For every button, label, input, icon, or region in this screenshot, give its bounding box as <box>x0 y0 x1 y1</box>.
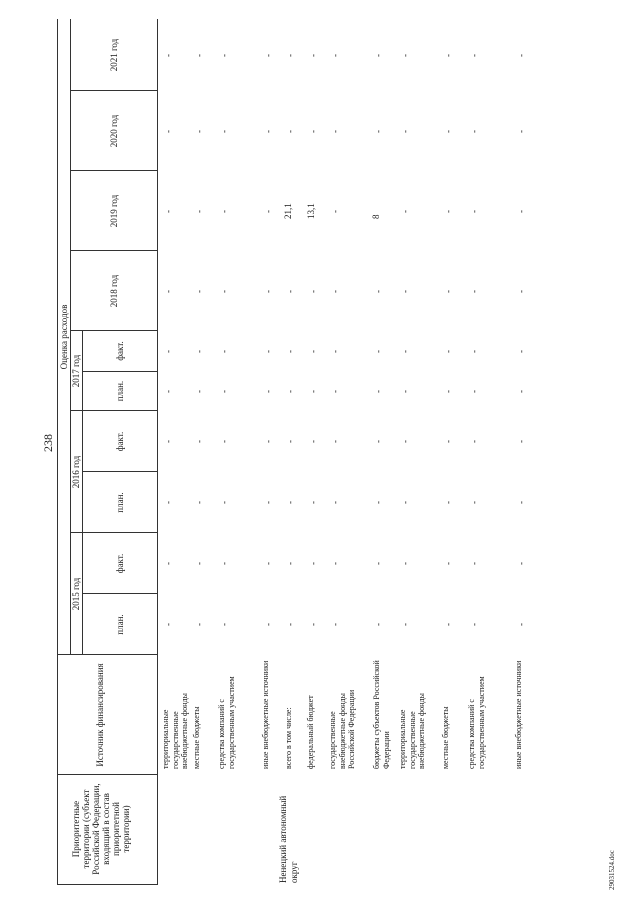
dash-cell: - <box>163 130 173 133</box>
dash-cell: - <box>163 390 173 393</box>
col-2016-right <box>70 410 158 411</box>
dash-cell: - <box>308 54 318 57</box>
dash-cell: - <box>263 54 273 57</box>
plan-2015: план. <box>115 614 125 635</box>
year-2018: 2018 год <box>109 274 119 308</box>
dash-cell: - <box>285 130 295 133</box>
dash-cell: - <box>373 290 383 293</box>
dash-cell: - <box>516 390 526 393</box>
dash-cell: - <box>308 390 318 393</box>
table <box>57 19 572 885</box>
dash-cell: - <box>400 130 410 133</box>
dash-cell: - <box>400 440 410 443</box>
year-2017: 2017 год <box>71 354 81 388</box>
dash-cell: - <box>194 623 204 626</box>
dash-cell: - <box>443 440 453 443</box>
source-cell: средства компаний с государственным участием <box>467 676 486 769</box>
dash-cell: - <box>516 440 526 443</box>
dash-cell: - <box>263 562 273 565</box>
year-line <box>82 331 83 655</box>
dash-cell: - <box>516 623 526 626</box>
dash-cell: - <box>163 290 173 293</box>
dash-cell: - <box>330 130 340 133</box>
dash-cell: - <box>330 440 340 443</box>
dash-cell: - <box>219 390 229 393</box>
value-cell: 13,1 <box>306 203 316 219</box>
dash-cell: - <box>263 440 273 443</box>
dash-cell: - <box>194 210 204 213</box>
dash-cell: - <box>373 350 383 353</box>
dash-cell: - <box>263 623 273 626</box>
dash-cell: - <box>469 290 479 293</box>
col-2015-right <box>70 532 158 533</box>
region-nenets: Ненецкий автономный округ <box>278 795 299 883</box>
year-2020: 2020 год <box>109 114 119 148</box>
dash-cell: - <box>219 623 229 626</box>
dash-cell: - <box>516 501 526 504</box>
dash-cell: - <box>194 501 204 504</box>
dash-cell: - <box>219 562 229 565</box>
value-cell: 21,1 <box>283 203 293 219</box>
dash-cell: - <box>400 290 410 293</box>
dash-cell: - <box>400 54 410 57</box>
dash-cell: - <box>263 501 273 504</box>
territory-divider <box>57 884 157 885</box>
dash-cell: - <box>194 290 204 293</box>
dash-cell: - <box>285 440 295 443</box>
dash-cell: - <box>263 390 273 393</box>
source-cell: территориальные государственные внебюджетные фонды <box>161 693 189 769</box>
top-border <box>57 19 58 885</box>
dash-cell: - <box>400 390 410 393</box>
source-cell: государственные внебюджетные фонды Российской Федерации <box>328 689 356 769</box>
dash-cell: - <box>163 623 173 626</box>
year-2021: 2021 год <box>109 38 119 72</box>
dash-cell: - <box>443 562 453 565</box>
dash-cell: - <box>163 54 173 57</box>
dash-cell: - <box>373 390 383 393</box>
dash-cell: - <box>373 623 383 626</box>
dash-cell: - <box>400 350 410 353</box>
dash-cell: - <box>308 501 318 504</box>
fact-2015: факт. <box>115 553 125 574</box>
dash-cell: - <box>308 350 318 353</box>
source-header: Источник финансирования <box>95 663 105 767</box>
dash-cell: - <box>516 210 526 213</box>
dash-cell: - <box>330 390 340 393</box>
dash-cell: - <box>263 210 273 213</box>
dash-cell: - <box>330 501 340 504</box>
dash-cell: - <box>163 501 173 504</box>
dash-cell: - <box>163 350 173 353</box>
value-cell: 8 <box>371 214 381 219</box>
dash-cell: - <box>373 440 383 443</box>
dash-cell: - <box>308 440 318 443</box>
dash-cell: - <box>400 501 410 504</box>
dash-cell: - <box>443 210 453 213</box>
dash-cell: - <box>219 350 229 353</box>
dash-cell: - <box>163 440 173 443</box>
dash-cell: - <box>516 562 526 565</box>
footer-filename: 29031524.doc <box>608 850 616 890</box>
dash-cell: - <box>285 390 295 393</box>
dash-cell: - <box>194 562 204 565</box>
dash-cell: - <box>469 54 479 57</box>
plan-2016: план. <box>115 492 125 513</box>
territory-right <box>57 774 157 775</box>
dash-cell: - <box>163 210 173 213</box>
dash-cell: - <box>469 440 479 443</box>
dash-cell: - <box>373 130 383 133</box>
plan-2017: план. <box>115 380 125 402</box>
dash-cell: - <box>400 562 410 565</box>
dash-cell: - <box>400 623 410 626</box>
dash-cell: - <box>443 501 453 504</box>
dash-cell: - <box>330 210 340 213</box>
source-cell: федеральный бюджет <box>306 695 315 769</box>
dash-cell: - <box>285 501 295 504</box>
dash-cell: - <box>263 290 273 293</box>
dash-cell: - <box>469 390 479 393</box>
dash-cell: - <box>330 350 340 353</box>
dash-cell: - <box>219 501 229 504</box>
dash-cell: - <box>285 350 295 353</box>
dash-cell: - <box>219 290 229 293</box>
dash-cell: - <box>263 130 273 133</box>
dash-cell: - <box>469 562 479 565</box>
dash-cell: - <box>516 350 526 353</box>
year-2019: 2019 год <box>109 194 119 228</box>
dash-cell: - <box>219 440 229 443</box>
source-cell: всего в том числе: <box>284 707 293 769</box>
dash-cell: - <box>285 562 295 565</box>
dash-cell: - <box>330 54 340 57</box>
dash-cell: - <box>330 290 340 293</box>
dash-cell: - <box>219 54 229 57</box>
dash-cell: - <box>516 54 526 57</box>
dash-cell: - <box>219 130 229 133</box>
fact-2017: факт. <box>115 341 125 361</box>
dash-cell: - <box>469 210 479 213</box>
fact-2016: факт. <box>115 431 125 452</box>
dash-cell: - <box>263 350 273 353</box>
source-cell: территориальные государственные внебюджетные фонды <box>398 693 426 769</box>
dash-cell: - <box>373 562 383 565</box>
dash-cell: - <box>219 210 229 213</box>
dash-cell: - <box>400 210 410 213</box>
dash-cell: - <box>194 130 204 133</box>
dash-cell: - <box>308 562 318 565</box>
dash-cell: - <box>516 290 526 293</box>
dash-cell: - <box>373 54 383 57</box>
source-cell: иные внебюджетные источники <box>261 660 270 769</box>
dash-cell: - <box>194 54 204 57</box>
dash-cell: - <box>308 290 318 293</box>
dash-cell: - <box>443 623 453 626</box>
dash-cell: - <box>285 290 295 293</box>
dash-cell: - <box>308 130 318 133</box>
dash-cell: - <box>469 130 479 133</box>
dash-cell: - <box>469 350 479 353</box>
dash-cell: - <box>285 54 295 57</box>
dash-cell: - <box>443 350 453 353</box>
dash-cell: - <box>469 623 479 626</box>
page-number: 238 <box>41 434 55 452</box>
dash-cell: - <box>443 290 453 293</box>
dash-cell: - <box>194 390 204 393</box>
dash-cell: - <box>373 501 383 504</box>
dash-cell: - <box>330 562 340 565</box>
dash-cell: - <box>163 562 173 565</box>
year-2016: 2016 год <box>71 455 81 489</box>
header-bottom-border <box>157 19 158 885</box>
dash-cell: - <box>285 623 295 626</box>
dash-cell: - <box>443 54 453 57</box>
territory-header: Приоритетные территории (субъект Российской Федерации, входящий в состав приоритетной территории) <box>71 783 131 875</box>
dash-cell: - <box>469 501 479 504</box>
dash-cell: - <box>308 623 318 626</box>
dash-cell: - <box>516 130 526 133</box>
source-cell: бюджеты субъектов Российской Федерации <box>372 660 391 769</box>
dash-cell: - <box>443 390 453 393</box>
dash-cell: - <box>443 130 453 133</box>
source-cell: средства компаний с государственным участием <box>217 676 236 769</box>
source-cell: местные бюджеты <box>441 706 450 769</box>
dash-cell: - <box>330 623 340 626</box>
dash-cell: - <box>194 350 204 353</box>
dash-cell: - <box>194 440 204 443</box>
year-2015: 2015 год <box>71 577 81 611</box>
estimate-header: Оценка расходов <box>59 304 69 370</box>
source-cell: иные внебюджетные источники <box>514 660 523 769</box>
source-cell: местные бюджеты <box>192 706 201 769</box>
